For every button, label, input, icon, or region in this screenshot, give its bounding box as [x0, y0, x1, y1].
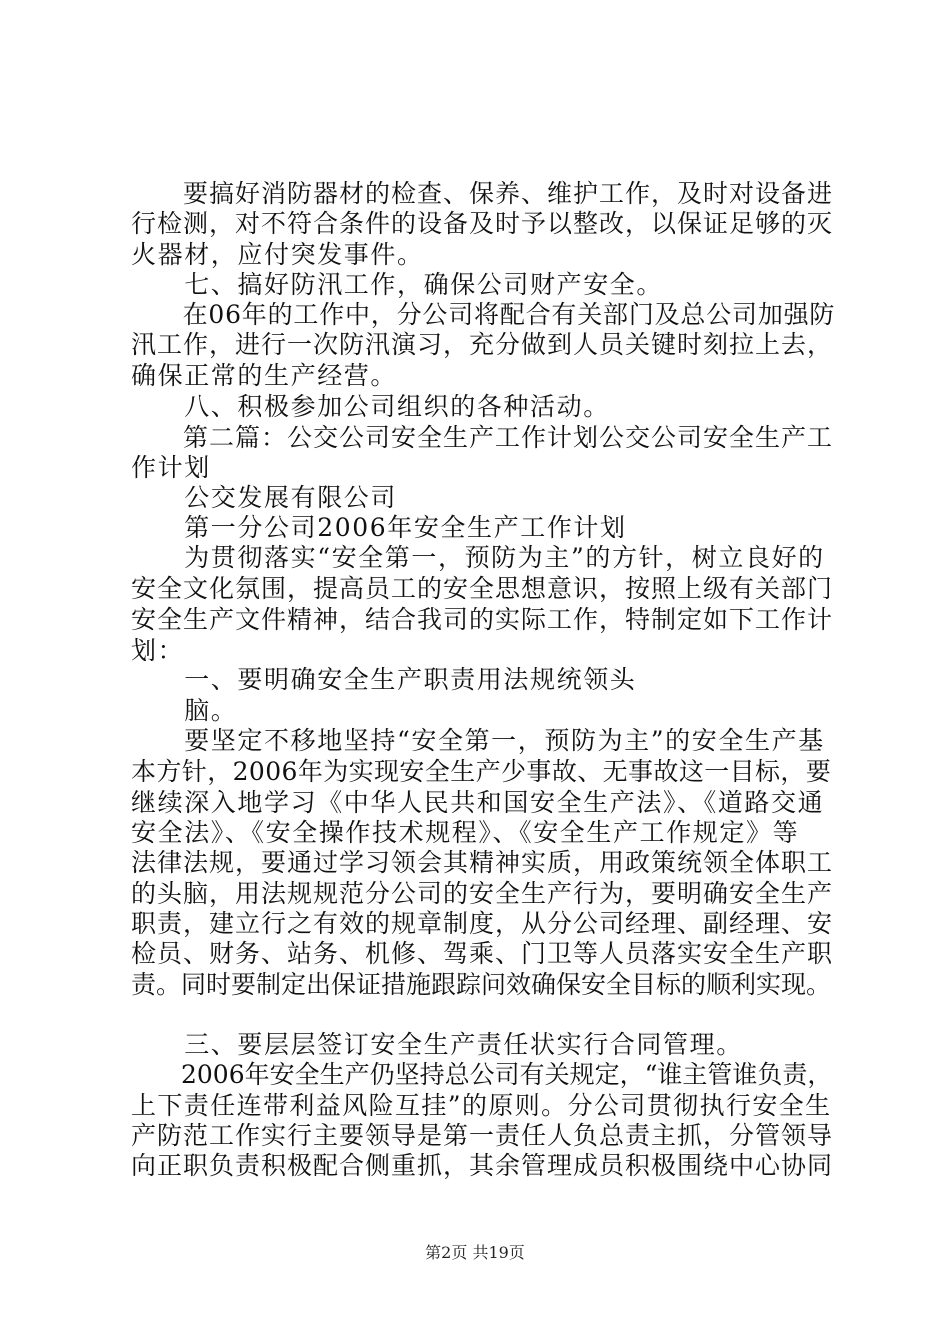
text-line: 职责，建立行之有效的规章制度，从分公司经理、副经理、安 [131, 909, 834, 938]
text-line: 作计划 [131, 453, 211, 482]
text-line: 为贯彻落实“安全第一，预防为主”的方针，树立良好的 [131, 543, 825, 572]
text-line: 安全法》、《安全操作技术规程》、《安全生产工作规定》等 [131, 818, 800, 847]
text-line: 本方针，2006年为实现安全生产少事故、无事故这一目标，要 [131, 757, 832, 786]
text-line: 要坚定不移地坚持“安全第一，预防为主”的安全生产基 [131, 726, 825, 755]
text-line: 第二篇：公交公司安全生产工作计划公交公司安全生产工 [131, 423, 834, 452]
text-line: 第一分公司2006年安全生产工作计划 [131, 513, 627, 542]
text-line: 脑。 [131, 696, 238, 725]
text-line: 汛工作，进行一次防汛演习，充分做到人员关键时刻拉上去， [131, 330, 834, 359]
page-number: 第2页 共19页 [425, 1243, 525, 1262]
text-line: 2006年安全生产仍坚持总公司有关规定，“谁主管谁负责， [131, 1060, 833, 1089]
text-line: 一、要明确安全生产职责用法规统领头 [131, 665, 637, 694]
text-line: 行检测，对不符合条件的设备及时予以整改，以保证足够的灭 [131, 209, 834, 238]
text-line: 公交发展有限公司 [131, 483, 398, 512]
text-line: 七、搞好防汛工作，确保公司财产安全。 [131, 270, 664, 299]
text-line: 的头脑，用法规规范分公司的安全生产行为，要明确安全生产 [131, 879, 834, 908]
text-line: 八、积极参加公司组织的各种活动。 [131, 392, 610, 421]
text-line: 安全文化氛围，提高员工的安全思想意识，按照上级有关部门 [131, 574, 834, 603]
text-line: 确保正常的生产经营。 [131, 361, 398, 390]
text-line: 在06年的工作中，分公司将配合有关部门及总公司加强防 [131, 300, 836, 329]
text-line: 安全生产文件精神，结合我司的实际工作，特制定如下工作计 [131, 605, 834, 634]
text-line: 上下责任连带利益风险互挂”的原则。分公司贯彻执行安全生 [131, 1091, 832, 1120]
text-line: 火器材，应付突发事件。 [131, 240, 424, 269]
text-line: 三、要层层签订安全生产责任状实行合同管理。 [131, 1030, 743, 1059]
text-line: 产防范工作实行主要领导是第一责任人负总责主抓，分管领导 [131, 1121, 834, 1150]
text-line: 继续深入地学习《中华人民共和国安全生产法》、《道路交通 [131, 788, 825, 817]
text-line: 责。同时要制定出保证措施跟踪问效确保安全目标的顺利实现。 [131, 970, 832, 999]
text-line: 要搞好消防器材的检查、保养、维护工作，及时对设备进 [131, 179, 834, 208]
text-line: 向正职负责积极配合侧重抓，其余管理成员积极围绕中心协同 [131, 1151, 834, 1180]
text-line: 检员、财务、站务、机修、驾乘、门卫等人员落实安全生产职 [131, 939, 834, 968]
text-line: 划： [131, 636, 185, 665]
text-line: 法律法规，要通过学习领会其精神实质，用政策统领全体职工 [131, 848, 834, 877]
